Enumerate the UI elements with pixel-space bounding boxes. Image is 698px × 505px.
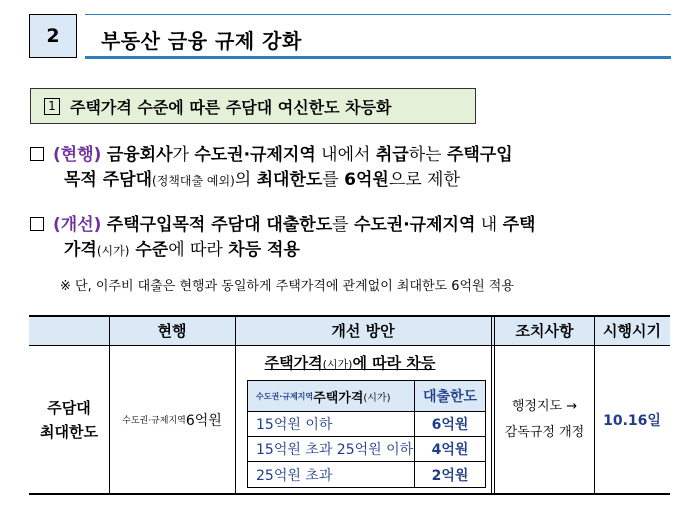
- section-top-rule: [85, 14, 671, 15]
- checkbox-square-icon: [30, 217, 44, 231]
- text: (시가): [96, 244, 130, 258]
- row-label-line: 최대한도: [40, 422, 98, 441]
- text: 최대한도: [256, 170, 323, 190]
- text: (시가): [322, 358, 353, 371]
- table-row: [248, 437, 485, 462]
- subsection-box: [30, 88, 476, 124]
- table-row: [248, 412, 485, 437]
- table-row: [248, 462, 485, 487]
- header-action: 조치사항: [515, 322, 574, 340]
- text: (정책대출 예외): [152, 174, 235, 188]
- improvement-title: [220, 352, 480, 373]
- text: 에 따라: [168, 240, 229, 260]
- section-number: 2: [46, 25, 60, 47]
- header-current: 현행: [157, 322, 187, 340]
- section-bottom-rule: [85, 56, 671, 59]
- text: 의: [234, 170, 257, 190]
- text: 수도권·규제지역: [194, 145, 316, 165]
- text: 6억원: [344, 170, 389, 190]
- text: 가: [172, 145, 195, 165]
- checkbox-square-icon: [30, 147, 44, 161]
- text: 수도권·규제지역: [353, 215, 476, 235]
- text: 에 따라 차등: [352, 354, 436, 372]
- subsection-number: 1: [44, 98, 60, 115]
- row-label: [29, 346, 109, 493]
- action-line: 행정지도 →: [511, 398, 578, 414]
- inner-header-price: [256, 381, 391, 411]
- limit-cell: 4억원: [431, 442, 469, 458]
- text: 수준: [129, 240, 169, 260]
- text: 주택가격: [313, 390, 364, 406]
- text: 취급: [375, 145, 409, 165]
- tag-improved: (개선): [53, 215, 102, 235]
- text: 주택: [502, 215, 536, 235]
- date-cell: 10.16일: [603, 412, 661, 429]
- text: 주택구입: [446, 145, 513, 165]
- inner-header-row: [248, 381, 485, 412]
- section-title: 부동산 금융 규제 강화: [101, 29, 302, 53]
- text: 주택구입목적 주담대 대출한도: [106, 215, 333, 235]
- text: 내: [475, 215, 503, 235]
- bullet-improved: [30, 213, 670, 264]
- text: (시가): [363, 392, 391, 404]
- inner-col-divider: [414, 381, 415, 487]
- row-label-line: 주담대: [47, 398, 91, 417]
- current-value: 6억원: [185, 412, 222, 429]
- footnote: ※ 단, 이주비 대출은 현행과 동일하게 주택가격에 관계없이 최대한도 6억원 적용: [60, 279, 514, 294]
- tag-current: (현행): [53, 145, 102, 165]
- current-cell: [109, 346, 235, 493]
- text: 주택가격: [264, 354, 323, 372]
- price-cell: 15억원 초과 25억원 이하: [256, 442, 414, 458]
- text: 목적 주담대: [64, 170, 153, 190]
- text: 금융회사: [106, 145, 173, 165]
- text: 차등 적용: [228, 240, 300, 260]
- table-bottom-rule: [29, 493, 670, 495]
- subsection-title: 주택가격 수준에 따른 주담대 여신한도 차등화: [70, 97, 392, 117]
- price-cell: 25억원 초과: [256, 467, 333, 484]
- header-date: 시행시기: [603, 322, 661, 340]
- inner-header-limit: 대출한도: [422, 389, 478, 405]
- text: 를: [322, 170, 345, 190]
- price-cell: 15억원 이하: [256, 417, 333, 433]
- bullet-current: [30, 143, 670, 194]
- action-cell: [495, 346, 594, 493]
- limit-cell: 2억원: [431, 467, 469, 484]
- action-line: 감독규정 개정: [504, 424, 585, 440]
- current-prefix: 수도권·규제지역: [122, 416, 186, 426]
- text: 으로 제한: [388, 170, 460, 190]
- limit-cell: 6억원: [431, 417, 469, 433]
- text: 를: [332, 215, 354, 235]
- text: 수도권·규제지역: [256, 391, 314, 401]
- section-number-box: [29, 14, 77, 58]
- text: 가격: [64, 240, 97, 260]
- price-limit-table: [247, 380, 486, 488]
- header-improvement: 개선 방안: [331, 322, 395, 340]
- text: 내에서: [315, 145, 376, 165]
- text: 하는: [408, 145, 447, 165]
